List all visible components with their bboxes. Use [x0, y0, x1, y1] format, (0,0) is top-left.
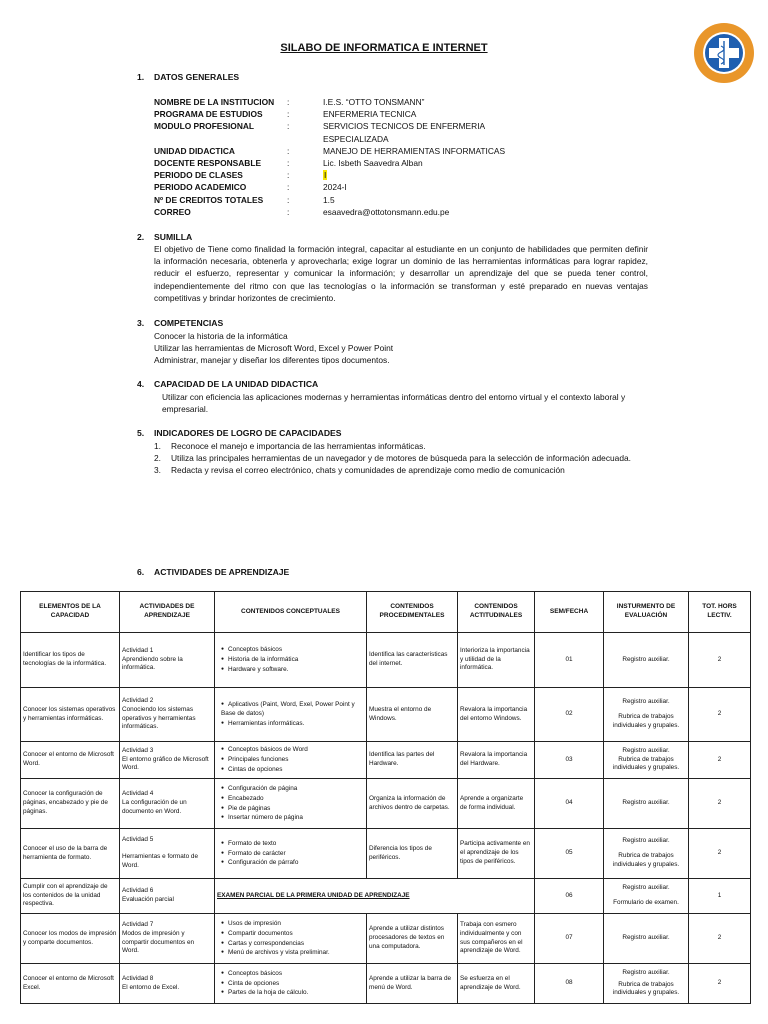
general-data-list — [154, 96, 623, 218]
competencia-item: Administrar, manejar y diseñar los diferentes tipos documentos. — [154, 355, 390, 366]
general-data-row: Nº DE CREDITOS TOTALES : 1.5 — [154, 194, 335, 205]
table-header-row — [21, 592, 751, 633]
header-procedimentales: CONTENIDOS PROCEDIMENTALES — [367, 592, 458, 633]
section-capacidad: 4. CAPACIDAD DE LA UNIDAD DIDACTICA — [137, 379, 319, 389]
general-data-row: NOMBRE DE LA INSTITUCION : I.E.S. “OTTO TONSMANN” — [154, 97, 425, 107]
general-data-row: CORREO : esaavedra@ottotonsmann.edu.pe — [154, 206, 450, 217]
header-actividades: ACTIVIDADES DE APRENDIZAJE — [120, 592, 215, 633]
activities-table — [20, 591, 751, 1004]
general-data-row: DOCENTE RESPONSABLE : Lic. Isbeth Saavedra Alban — [154, 158, 423, 169]
indicadores-list — [154, 440, 631, 477]
competencias-list — [154, 330, 393, 367]
section-sumilla: 2. SUMILLA — [137, 232, 193, 242]
indicador-item: 2. Utiliza las principales herramientas de un navegador y de motores de búsqueda para la selección de información adecuada. — [154, 453, 631, 464]
competencia-item: Utilizar las herramientas de Microsoft Word, Excel y Power Point — [154, 343, 394, 354]
general-data-row: PROGRAMA DE ESTUDIOS : ENFERMERIA TECNICA — [154, 109, 417, 120]
sumilla-paragraph: El objetivo de Tiene como finalidad la formación integral, capacitar al estudiante en un conjunto de habilidades que permiten definir la información necesaria, obtenerla y aprovecharla; exige lograr un dominio de las herramientas informáticas para lograr rapidez, reducir el esfuerzo, representar y comunicar la información; y desarrollar un aprendizaje del que se pueda tener control, independientemente del ritmo con que las tecnologías o la información se transforman y esté preparado en nuevas ventajas competitivas y brindar horizontes de crecimiento. — [154, 244, 648, 303]
general-data-row: ESPECIALIZADA — [323, 133, 389, 144]
capacidad-text: Utilizar con eficiencia las aplicaciones modernas y herramientas informáticas dentro del entorno virtual y el contexto laboral y empresarial. — [162, 392, 626, 415]
general-data-row: MODULO PROFESIONAL : SERVICIOS TECNICOS DE ENFERMERIA — [154, 121, 486, 132]
general-data-row: PERIODO ACADEMICO : 2024-I — [154, 182, 347, 193]
header-instrumento: INSTURMENTO DE EVALUACIÓN — [604, 592, 689, 633]
table-row: Conocer los modos de impresión y comparte documentos. Actividad 7 Modos de impresión y compartir documentos en Word. ● Usos de impresión ● Compartir documentos ● Cartas y correspondencias ● Menú de archivos y vista preliminar. Aprende a utilizar distintos procesadores de textos en una computadora. Trabaja con esmero individualmente y con sus compañeros en el aprendizaje de Word. 07 Registro auxiliar. 2 — [21, 914, 751, 964]
section-competencias: 3. COMPETENCIAS — [137, 318, 224, 328]
competencia-item: Conocer la historia de la informática — [154, 331, 288, 341]
header-actitudinales: CONTENIDOS ACTITUDINALES — [458, 592, 535, 633]
table-row: Cumplir con el aprendizaje de los contenidos de la unidad respectiva. Actividad 6 Evaluación parcial EXAMEN PARCIAL DE LA PRIMERA UNIDAD DE APRENDIZAJE 06 Registro auxiliar. Formulario de examen. 1 — [21, 879, 751, 914]
header-horas: TOT. HORS LECTIV. — [689, 592, 751, 633]
page-title: SILABO DE INFORMATICA E INTERNET — [280, 42, 488, 54]
header-elementos: ELEMENTOS DE LA CAPACIDAD — [21, 592, 120, 633]
table-row: Conocer el uso de la barra de herramienta de formato. Actividad 5 Herramientas e formato de Word. ● Formato de texto ● Formato de carácter ● Configuración de párrafo Diferencia los tipos de periféricos. Participa activamente en el aprendizaje de los tipos de periféricos. 05 Registro auxiliar. Rubrica de trabajos individuales y grupales. 2 — [21, 829, 751, 879]
table-row: Identificar los tipos de tecnologías de la informática. Actividad 1 Aprendiendo sobre la informática. ● Conceptos básicos ● Historia de la informática ● Hardware y software. Identifica las características del internet. Interioriza la importancia y utilidad de la informática. 01 Registro auxiliar. 2 — [21, 633, 751, 688]
exam-label: EXAMEN PARCIAL DE LA PRIMERA UNIDAD DE APRENDIZAJE — [217, 891, 410, 899]
general-data-row: UNIDAD DIDACTICA : MANEJO DE HERRAMIENTAS INFORMATICAS — [154, 145, 506, 156]
section-indicadores: 5. INDICADORES DE LOGRO DE CAPACIDADES — [137, 428, 342, 438]
indicador-item: 3. Redacta y revisa el correo electrónico, chats y comunidades de aprendizaje como medio de comunicación — [154, 465, 565, 476]
table-row: Conocer los sistemas operativos y herramientas informáticas. Actividad 2 Conociendo los sistemas operativos y herramientas informáticas. ● Aplicativos (Paint, Word, Exel, Power Point y Base de datos) ● Herramientas informáticas. Muestra el entorno de Windows. Revalora la importancia del entorno Windows. 02 Registro auxiliar. Rubrica de trabajos individuales y grupales. 2 — [21, 688, 751, 742]
table-row: Conocer el entorno de Microsoft Excel. Actividad 8 El entorno de Excel. ● Conceptos básicos ● Cinta de opciones ● Partes de la hoja de cálculo. Aprende a utilizar la barra de menú de Word. Se esfuerza en el aprendizaje de Word. 08 Registro auxiliar. Rubrica de trabajos individuales y grupales. 2 — [21, 964, 751, 1004]
table-row: Conocer el entorno de Microsoft Word. Actividad 3 El entorno gráfico de Microsoft Word. ● Conceptos básicos de Word ● Principales funciones ● Cintas de opciones Identifica las partes del Hardware. Revalora la importancia del Hardware. 03 Registro auxiliar. Rubrica de trabajos individuales y grupales. 2 — [21, 742, 751, 779]
highlighted-value: I — [324, 170, 327, 181]
header-sem-fecha: SEM/FECHA — [535, 592, 604, 633]
header-conceptuales: CONTENIDOS CONCEPTUALES — [215, 592, 367, 633]
general-data-row: PERIODO DE CLASES : I — [154, 170, 327, 181]
section-actividades: 6. ACTIVIDADES DE APRENDIZAJE — [137, 567, 290, 577]
section-datos-generales: 1. DATOS GENERALES — [137, 72, 240, 82]
table-row: Conocer la configuración de páginas, encabezado y pie de páginas. Actividad 4 La configuración de un documento en Word. ● Configuración de página ● Encabezado ● Pie de páginas ● Insertar número de página Organiza la información de archivos dentro de carpetas. Aprende a organizarte de forma individual. 04 Registro auxiliar. 2 — [21, 779, 751, 829]
indicador-item: 1. Reconoce el manejo e importancia de las herramientas informáticas. — [154, 441, 426, 451]
